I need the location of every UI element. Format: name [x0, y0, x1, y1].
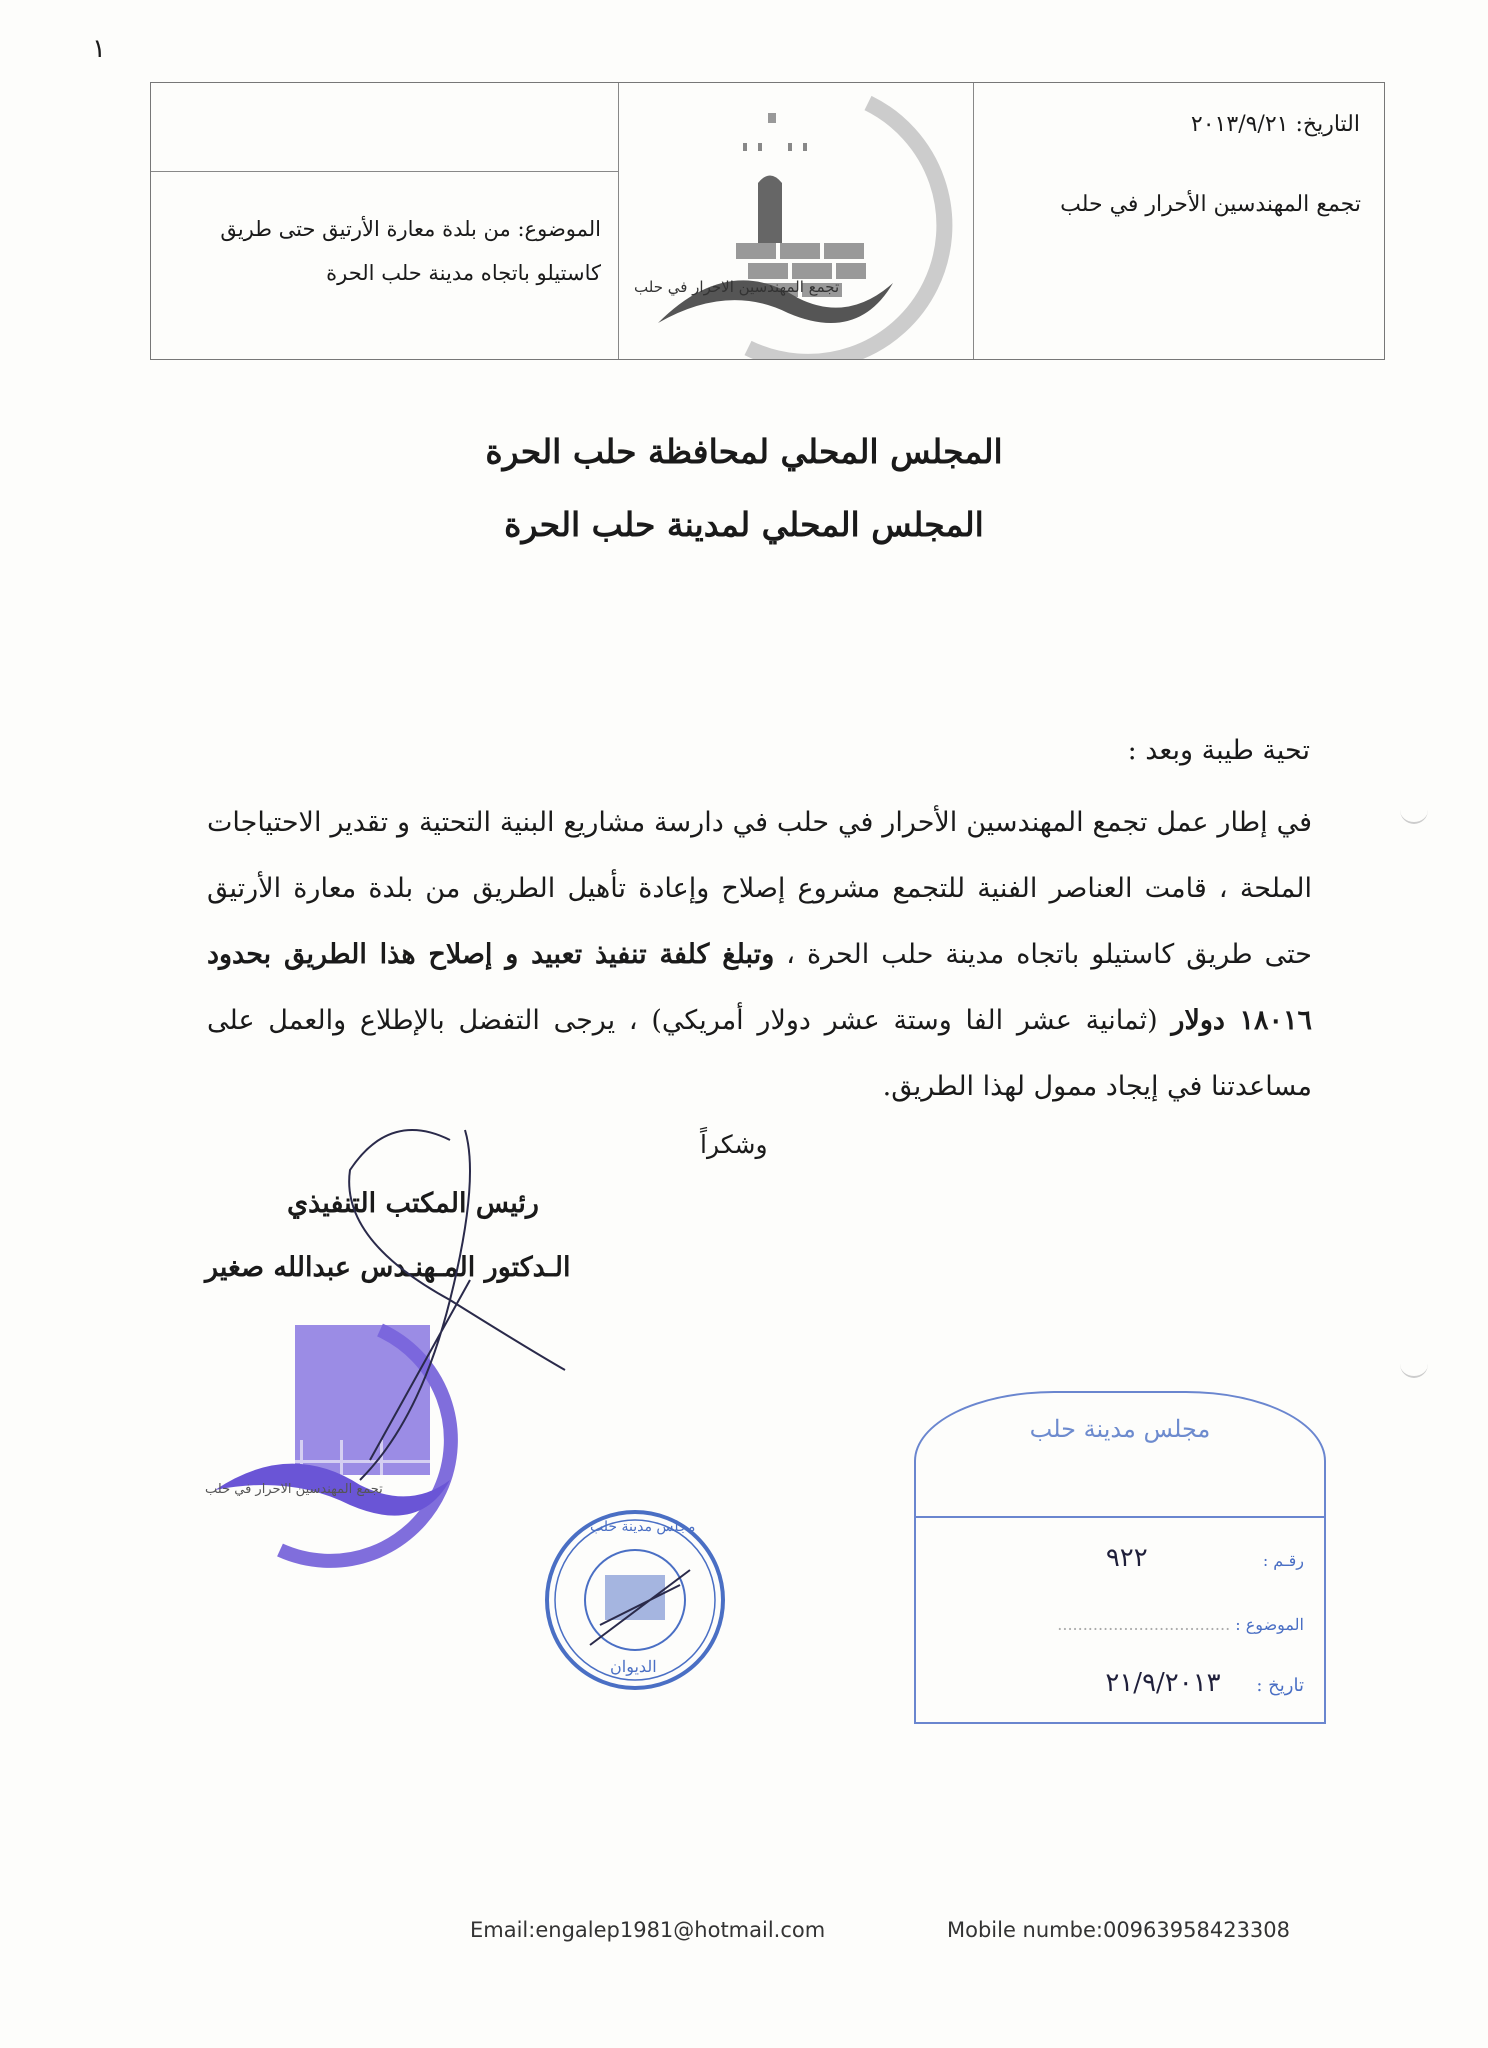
registry-date: ٢١/٩/٢٠١٣: [1105, 1668, 1221, 1698]
registry-number-label: رقـم :: [1262, 1551, 1304, 1570]
cost-statement: وتبلغ كلفة تنفيذ تعبيد و إصلاح هذا الطريق بحدود ١٨٠١٦ دولار: [207, 939, 1312, 1036]
registry-number: ٩٢٢: [1105, 1543, 1148, 1573]
divider: [151, 171, 618, 172]
recipient-heading: المجلس المحلي لمحافظة حلب الحرة: [485, 432, 1003, 471]
subject-block: [161, 207, 601, 295]
page-number: ١: [92, 34, 106, 64]
date-value: ٢٠١٣/٩/٢١: [1190, 112, 1289, 137]
registry-date-label: تاريخ :: [1256, 1675, 1304, 1696]
date-line: [960, 103, 1360, 147]
letterhead-table: [150, 82, 1385, 360]
divider: [916, 1516, 1324, 1518]
body-text: (ثمانية عشر الفا وستة عشر دولار أمريكي) ، يرجى التفضل بالإطلاع والعمل على مساعدتنا في إيجاد ممول لهذا الطريق.: [207, 1005, 1312, 1102]
subject-label: الموضوع:: [517, 217, 601, 241]
footer-email: Email:engalep1981@hotmail.com: [470, 1918, 826, 1942]
binder-hole-mark: [1400, 1360, 1428, 1378]
subject-line: من بلدة معارة الأرتيق حتى طريق: [220, 217, 511, 241]
letter-body: [207, 790, 1312, 1120]
date-label: التاريخ:: [1295, 112, 1360, 137]
binder-hole-mark: [1400, 806, 1428, 824]
signatory-name: الـدكتور المـهنـدس عبدالله صغير: [205, 1252, 571, 1283]
body-text: في إطار عمل تجمع المهندسين الأحرار في حلب في دارسة مشاريع البنية التحتية و تقدير الاحتياجات الملحة ، قامت العناصر الفنية للتجمع مشروع إصلاح وإعادة تأهيل الطريق من بلدة معارة الأرتيق حتى طريق كاستيلو باتجاه مدينة حلب الحرة ،: [207, 807, 1312, 970]
handwritten-signature: [330, 1120, 590, 1500]
organization-logo: [618, 83, 973, 359]
registry-title: مجلس مدينة حلب: [1029, 1415, 1211, 1443]
stamp-top-text: مجلس مدينة حلب: [590, 1519, 696, 1535]
subject-line: كاستيلو باتجاه مدينة حلب الحرة: [326, 261, 601, 285]
footer-mobile: Mobile numbe:00963958423308: [947, 1918, 1291, 1942]
recipient-heading: المجلس المحلي لمدينة حلب الحرة: [504, 505, 984, 544]
stamp-bottom-text: الديوان: [610, 1657, 657, 1676]
council-round-stamp: [540, 1505, 730, 1695]
registry-number-row: [924, 1543, 1304, 1573]
registry-subject-row: الموضوع : ..................................: [1057, 1615, 1304, 1634]
logo-caption: تجمع المهندسين الاحرار في حلب: [634, 278, 840, 296]
seal-caption: تجمع المهندسين الاحرار في حلب: [205, 1482, 383, 1497]
greeting: تحية طيبة وبعد :: [1127, 735, 1310, 766]
signatory-title: رئيس المكتب التنفيذي: [287, 1188, 539, 1219]
registry-stamp: [914, 1391, 1326, 1724]
registry-date-row: [924, 1668, 1304, 1698]
registry-subject-label: الموضوع :: [1235, 1615, 1304, 1634]
organization-name: تجمع المهندسين الأحرار في حلب: [1060, 192, 1361, 217]
closing: وشكراً: [700, 1130, 768, 1159]
